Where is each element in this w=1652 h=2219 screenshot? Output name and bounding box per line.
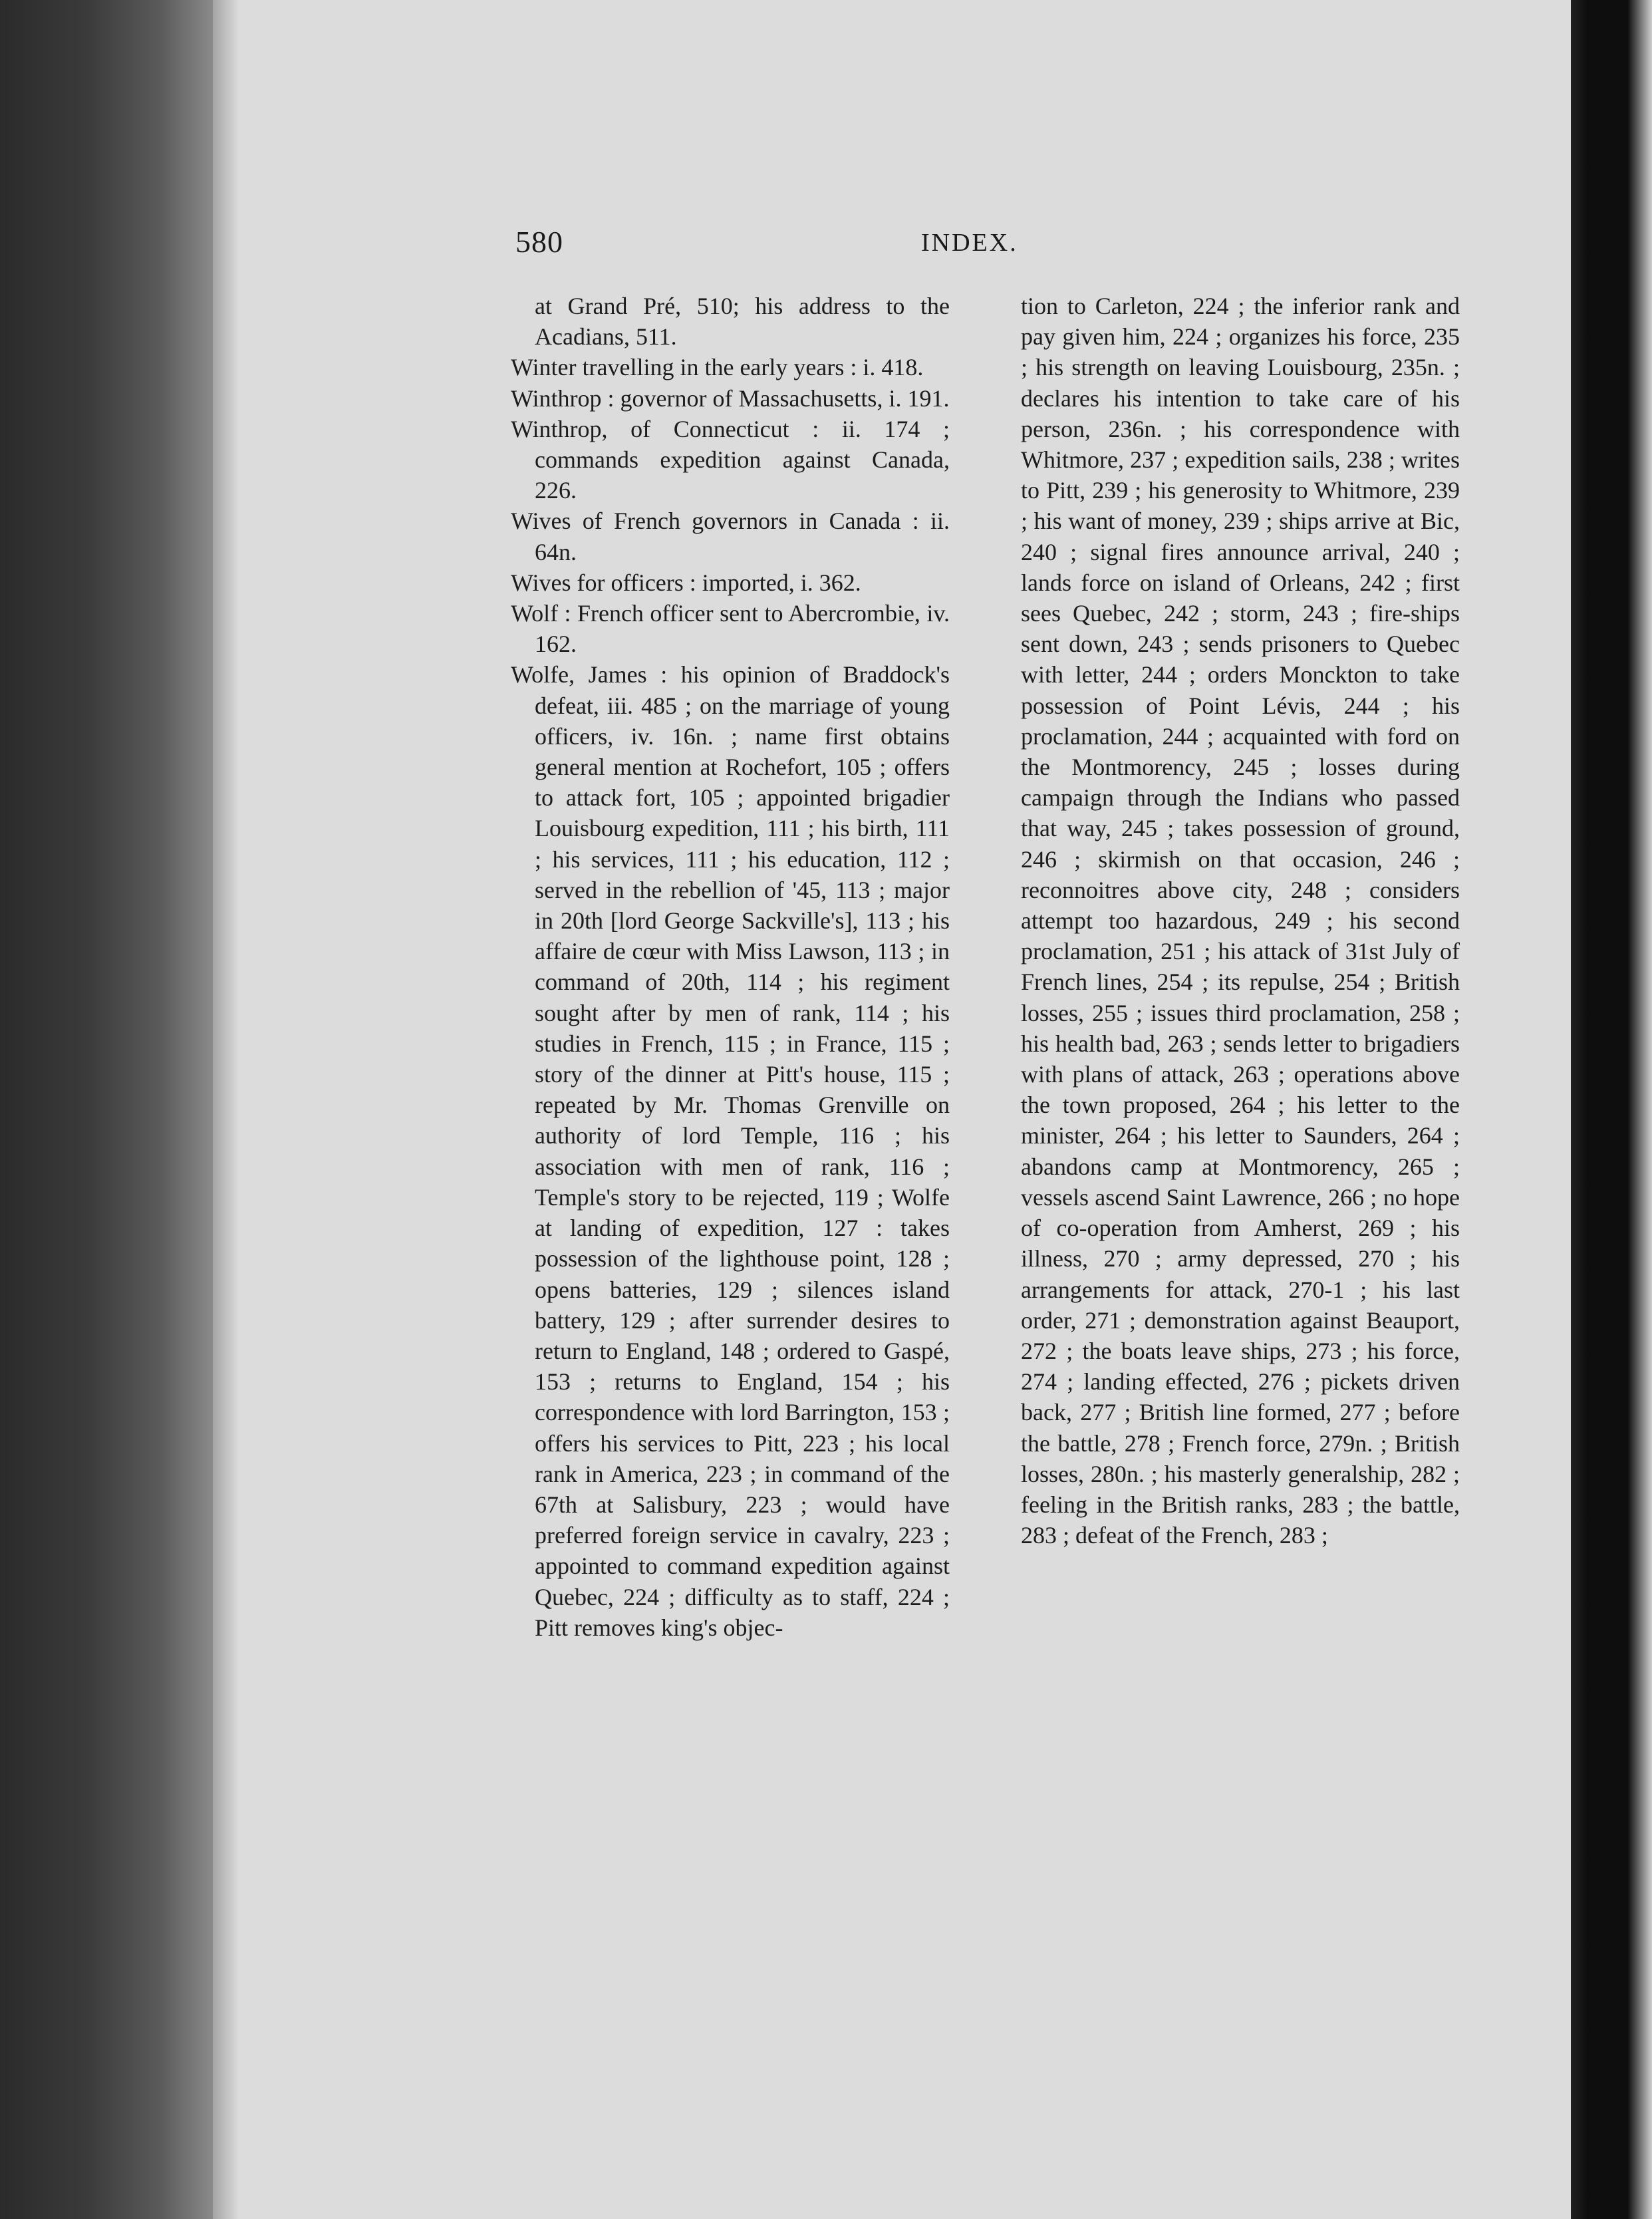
index-column-right xyxy=(1021,291,1460,1551)
index-entry: Wolfe, James : his opinion of Braddock's defeat, iii. 485 ; on the marriage of young officers, iv. 16n. ; name first obtains general mention at Rochefort, 105 ; offers to attack fort, 105 ; appointed brigadier Louisbourg expedition, 111 ; his birth, 111 ; his services, 111 ; his education, 112 ; served in the rebellion of '45, 113 ; major in 20th [lord George Sackville's], 113 ; his affaire de cœur with Miss Lawson, 113 ; in command of 20th, 114 ; his regiment sought after by men of rank, 114 ; his studies in French, 115 ; in France, 115 ; story of the dinner at Pitt's house, 115 ; repeated by Mr. Thomas Grenville on authority of lord Temple, 116 ; his association with men of rank, 116 ; Temple's story to be rejected, 119 ; Wolfe at landing of expedition, 127 : takes possession of the lighthouse point, 128 ; opens batteries, 129 ; silences island battery, 129 ; after surrender desires to return to England, 148 ; ordered to Gaspé, 153 ; returns to England, 154 ; his correspondence with lord Barrington, 153 ; offers his services to Pitt, 223 ; his local rank in America, 223 ; in command of the 67th at Salisbury, 223 ; would have preferred foreign service in cavalry, 223 ; appointed to command expedition against Quebec, 224 ; difficulty as to staff, 224 ; Pitt removes king's objec- xyxy=(511,661,950,1641)
facing-page-edge xyxy=(1571,0,1652,2219)
index-entry: Wolf : French officer sent to Abercrombie, iv. 162. xyxy=(511,600,950,658)
index-entry: tion to Carleton, 224 ; the inferior rank and pay given him, 224 ; organizes his force, 235 ; his strength on leaving Louisbourg, 235n. ; declares his intention to take care of his person, 236n. ; his correspondence with Whitmore, 237 ; expedition sails, 238 ; writes to Pitt, 239 ; his generosity to Whitmore, 239 ; his want of money, 239 ; ships arrive at Bic, 240 ; signal fires announce arrival, 240 ; lands force on island of Orleans, 242 ; first sees Quebec, 242 ; storm, 243 ; fire-ships sent down, 243 ; sends prisoners to Quebec with letter, 244 ; orders Monckton to take possession of Point Lévis, 244 ; his proclamation, 244 ; acquainted with ford on the Montmorency, 245 ; losses during campaign through the Indians who passed that way, 245 ; takes possession of ground, 246 ; skirmish on that occasion, 246 ; reconnoitres above city, 248 ; considers attempt too hazardous, 249 ; his second proclamation, 251 ; his attack of 31st July of French lines, 254 ; its repulse, 254 ; British losses, 255 ; issues third proclamation, 258 ; his health bad, 263 ; sends letter to brigadiers with plans of attack, 263 ; operations above the town proposed, 264 ; his letter to the minister, 264 ; his letter to Saunders, 264 ; abandons camp at Montmorency, 265 ; vessels ascend Saint Lawrence, 266 ; no hope of co-operation from Amherst, 269 ; his illness, 270 ; army depressed, 270 ; his arrangements for attack, 270-1 ; his last order, 271 ; demonstration against Beauport, 272 ; the boats leave ships, 273 ; his force, 274 ; landing effected, 276 ; pickets driven back, 277 ; British line formed, 277 ; before the battle, 278 ; French force, 279n. ; British losses, 280n. ; his masterly generalship, 282 ; feeling in the British ranks, 283 ; the battle, 283 ; defeat of the French, 283 ; xyxy=(1021,293,1460,1549)
index-entry: Wives of French governors in Canada : ii. 64n. xyxy=(511,508,950,565)
page-number: 580 xyxy=(515,225,563,259)
index-entry: Winthrop : governor of Massachusetts, i. 191. xyxy=(511,384,950,412)
index-column-left xyxy=(511,291,950,1643)
index-entry: Winthrop, of Connecticut : ii. 174 ; commands expedition against Canada, 226. xyxy=(511,415,950,504)
page-gutter-shadow xyxy=(213,0,239,2219)
running-head xyxy=(515,224,1420,277)
page-header: INDEX. xyxy=(921,229,1018,257)
index-entry: at Grand Pré, 510; his address to the Acadians, 511. xyxy=(535,293,950,351)
book-binding-edge xyxy=(0,0,213,2219)
index-entry: Wives for officers : imported, i. 362. xyxy=(511,569,861,596)
index-entry: Winter travelling in the early years : i. 418. xyxy=(511,354,924,381)
